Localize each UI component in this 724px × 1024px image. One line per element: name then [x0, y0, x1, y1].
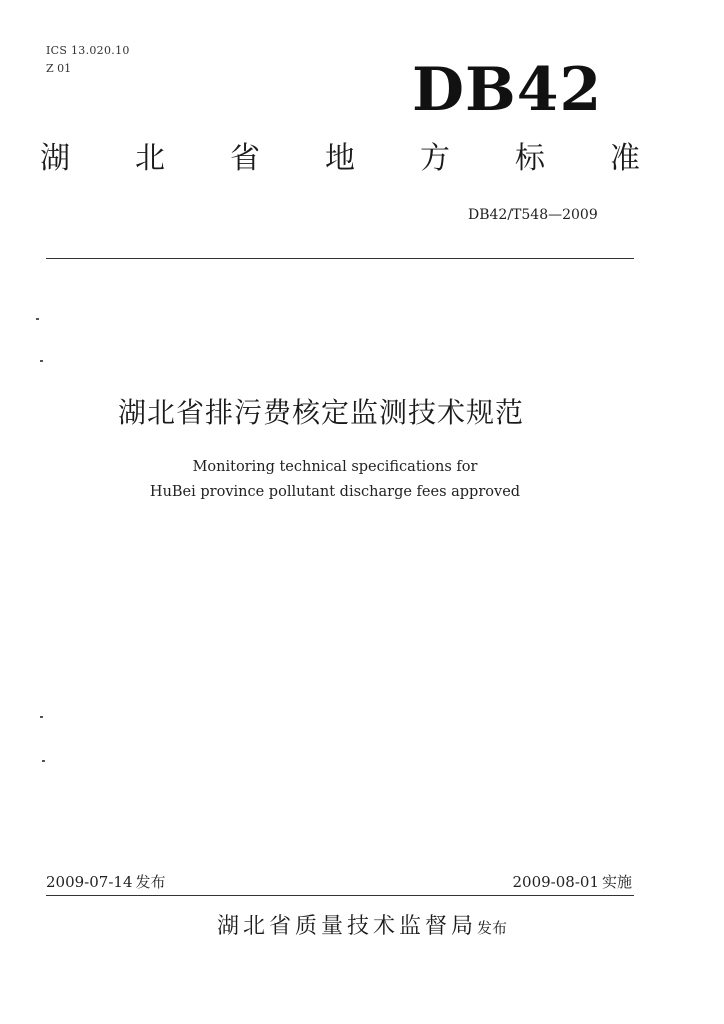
title-en-line: HuBei province pollutant discharge fees approved: [149, 484, 521, 500]
scan-speck: [36, 318, 39, 320]
standard-type-char: 省: [230, 141, 260, 176]
standard-type-char: 标: [515, 141, 545, 176]
issuer-action: 发布: [477, 919, 508, 937]
standard-type-char: 准: [610, 141, 640, 176]
standard-type-heading: [40, 140, 640, 178]
scan-speck: [40, 360, 43, 362]
implement-date-block: [513, 872, 633, 892]
issuer-org: 湖北省质量技术监督局: [216, 914, 477, 939]
implement-date: 2009-08-01: [512, 873, 599, 891]
ccs-code: Z 01: [46, 62, 72, 75]
standard-type-char: 地: [325, 141, 355, 176]
implement-label: 实施: [601, 873, 632, 891]
footer-divider: [46, 895, 634, 896]
standard-type-char: 湖: [40, 141, 70, 176]
publish-date-block: [46, 872, 166, 892]
standard-number: DB42/T548—2009: [468, 207, 598, 223]
standard-type-char: 方: [420, 141, 450, 176]
document-title-zh: 湖北省排污费核定监测技术规范: [118, 396, 525, 429]
scan-speck: [42, 760, 45, 762]
title-en-line: Monitoring technical specifications for: [192, 459, 478, 475]
ics-code: ICS 13.020.10: [46, 44, 130, 57]
header-divider: [46, 258, 634, 259]
standard-logo: DB42: [412, 55, 603, 125]
publish-date: 2009-07-14: [46, 873, 133, 891]
issuing-authority: [0, 912, 724, 943]
document-title-en: [130, 455, 540, 505]
publish-label: 发布: [135, 873, 166, 891]
scan-speck: [40, 716, 43, 718]
standard-type-char: 北: [135, 141, 165, 176]
